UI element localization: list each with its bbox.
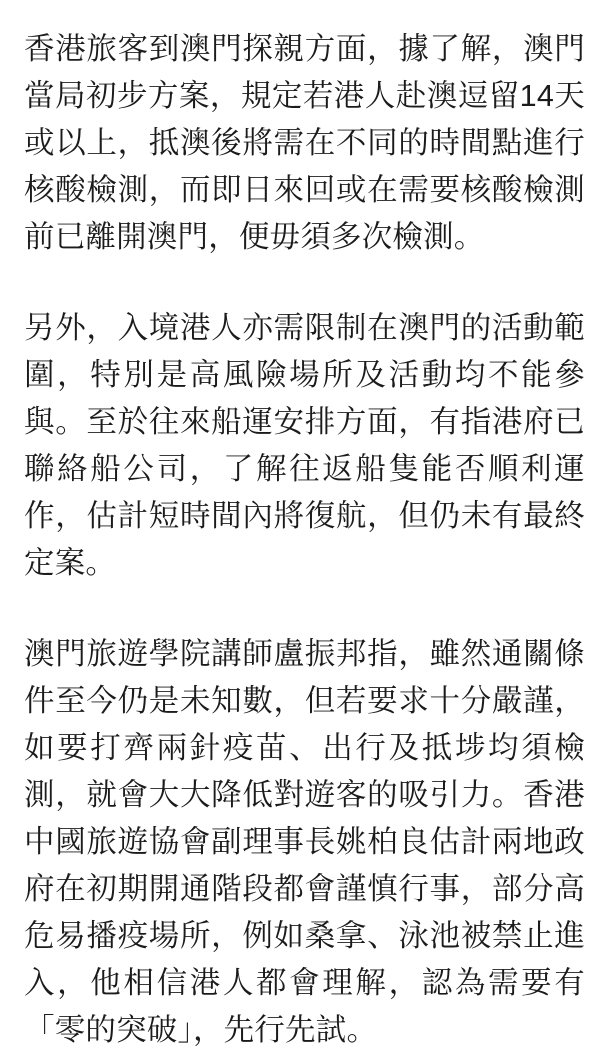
article-paragraph-1: 香港旅客到澳門探親方面，據了解，澳門當局初步方案，規定若港人赴澳逗留14天或以上，抵澳後將需在不同的時間點進行核酸檢測，而即日來回或在需要核酸檢測前已離開澳門，便毋須多次檢測。: [24, 32, 585, 254]
article-paragraph-3: 澳門旅遊學院講師盧振邦指，雖然通關條件至今仍是未知數，但若要求十分嚴謹，如要打齊兩針疫苗、出行及抵埗均須檢測，就會大大降低對遊客的吸引力。香港中國旅遊協會副理事長姚柏良估計兩地政府在初期開通階段都會謹慎行事，部分高危易播疫場所，例如桑拿、泳池被禁止進入，他相信港人都會理解，認為需要有「零的突破」，先行先試。: [24, 637, 585, 1047]
article-paragraph-2: 另外，入境港人亦需限制在澳門的活動範圍，特別是高風險場所及活動均不能參與。至於往來船運安排方面，有指港府已聯絡船公司，了解往返船隻能否順利運作，估計短時間內將復航，但仍未有最終定案。: [24, 311, 585, 580]
